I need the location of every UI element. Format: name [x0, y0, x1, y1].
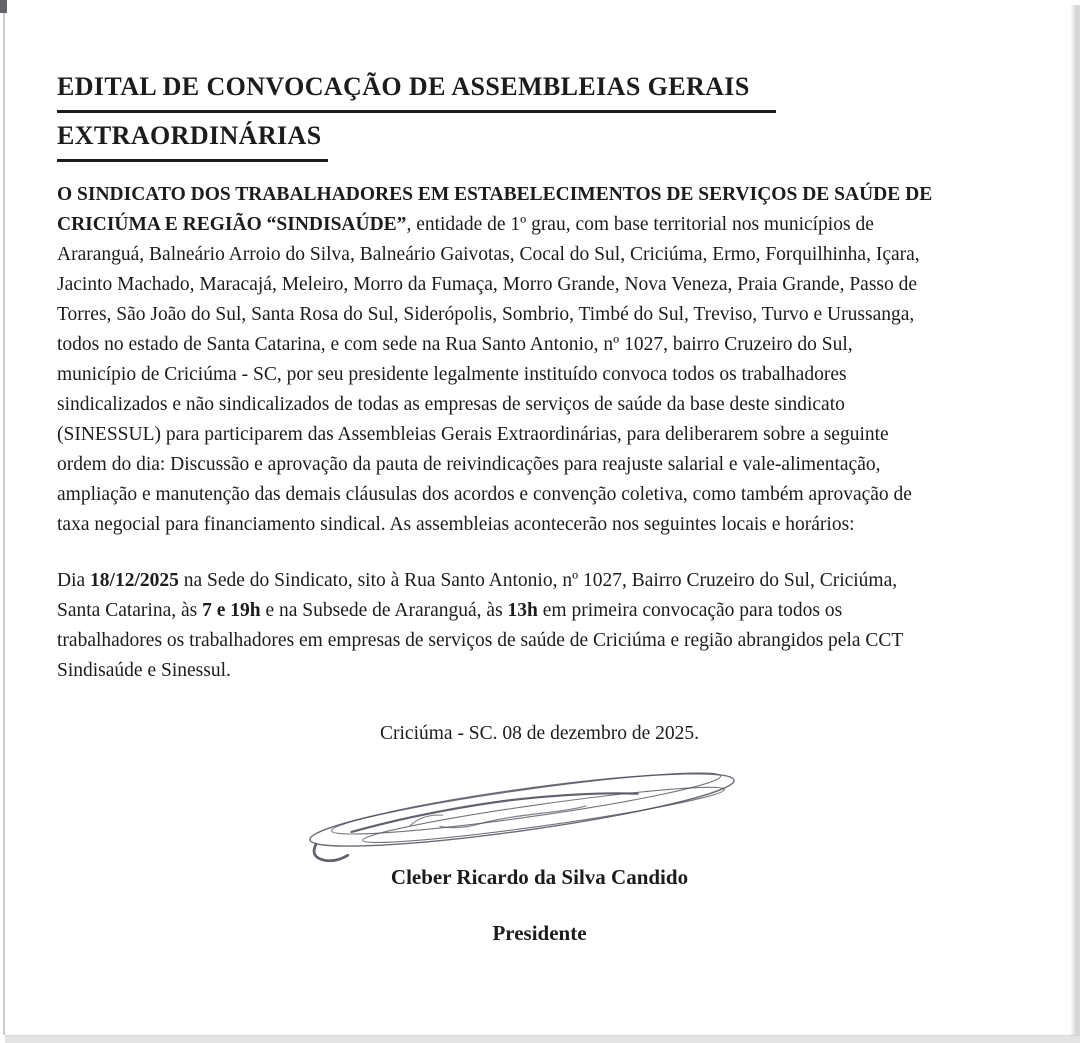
text-line [57, 360, 1022, 390]
text-segment: Jacinto Machado, Maracajá, Meleiro, Morro da Fumaça, Morro Grande, Nova Veneza, Praia Grande, Passo de [57, 274, 918, 295]
bold-text-segment: CRICIÚMA E REGIÃO “SINDISAÚDE” [57, 214, 407, 235]
text-segment: na Sede do Sindicato, sito à Rua Santo Antonio, nº 1027, Bairro Cruzeiro do Sul, Criciúma, [178, 570, 898, 591]
text-segment: Sindisaúde e Sinessul. [57, 660, 231, 681]
title-line-2: EXTRAORDINÁRIAS [57, 113, 328, 162]
bold-text-segment: 13h [507, 600, 538, 621]
text-segment: município de Criciúma - SC, por seu presidente legalmente instituído convoca todos os trabalhadores [57, 364, 847, 385]
bold-text-segment: 7 e 19h [202, 600, 261, 621]
text-line [57, 626, 1022, 656]
signature [39, 753, 1004, 863]
text-segment: , entidade de 1º grau, com base territorial nos municípios de [406, 214, 874, 235]
text-line [57, 450, 1022, 480]
text-line [57, 390, 1022, 420]
signature-scribble-icon [287, 753, 757, 863]
text-line [57, 300, 1022, 330]
document-body [57, 180, 1022, 686]
text-line [57, 210, 1022, 240]
document-title [57, 64, 1022, 162]
text-segment: taxa negocial para financiamento sindical. As assembleias acontecerão nos seguintes locais e horários: [57, 514, 855, 535]
text-line [57, 180, 1022, 210]
text-segment: Torres, São João do Sul, Santa Rosa do Sul, Siderópolis, Sombrio, Timbé do Sul, Treviso, Turvo e Urussanga, [57, 304, 915, 325]
text-segment: ordem do dia: Discussão e aprovação da pauta de reivindicações para reajuste salarial e vale-alimentação, [57, 454, 881, 475]
signer-role: Presidente [492, 921, 587, 945]
text-line [57, 240, 1022, 270]
text-line [57, 480, 1022, 510]
bold-text-segment: 18/12/2025 [90, 570, 179, 591]
text-segment: sindicalizados e não sindicalizados de todas as empresas de serviços de saúde da base deste sindicato [57, 394, 845, 415]
text-line [57, 270, 1022, 300]
title-line-1: EDITAL DE CONVOCAÇÃO DE ASSEMBLEIAS GERAIS [57, 64, 776, 113]
text-segment: todos no estado de Santa Catarina, e com sede na Rua Santo Antonio, nº 1027, bairro Cruzeiro do Sul, [57, 334, 853, 355]
scan-corner-mark [0, 0, 7, 13]
text-segment: Dia [57, 570, 91, 591]
text-segment: (SINESSUL) para participarem das Assembleias Gerais Extraordinárias, para deliberarem sobre a seguinte [57, 424, 889, 445]
text-line [57, 566, 1022, 596]
text-line [57, 330, 1022, 360]
bold-text-segment: O SINDICATO DOS TRABALHADORES EM ESTABELECIMENTOS DE SERVIÇOS DE SAÚDE DE [57, 184, 933, 205]
text-segment: ampliação e manutenção das demais cláusulas dos acordos e convenção coletiva, como também aprovação de [57, 484, 912, 505]
signer-name: Cleber Ricardo da Silva Candido [390, 865, 689, 889]
text-segment: Santa Catarina, às [57, 600, 203, 621]
text-line [57, 656, 1022, 686]
scan-bottom-edge [5, 1035, 1080, 1043]
text-segment: Araranguá, Balneário Arroio do Silva, Balneário Gaivotas, Cocal do Sul, Criciúma, Ermo, Forquilhinha, Içara, [57, 244, 920, 265]
text-segment: trabalhadores os trabalhadores em empresas de serviços de saúde de Criciúma e região abrangidos pela CCT [57, 630, 904, 651]
text-line [57, 420, 1022, 450]
scan-right-edge [1070, 5, 1080, 1043]
opening-paragraph [57, 180, 1022, 540]
text-line [57, 510, 1022, 540]
scan-left-edge [3, 13, 5, 1035]
text-segment: em primeira convocação para todos os [537, 600, 843, 621]
text-line [57, 596, 1022, 626]
text-segment: e na Subsede de Araranguá, às [260, 600, 508, 621]
schedule-paragraph [57, 566, 1022, 686]
date-line: Criciúma - SC. 08 de dezembro de 2025. [380, 723, 699, 744]
document-content [57, 0, 1022, 946]
